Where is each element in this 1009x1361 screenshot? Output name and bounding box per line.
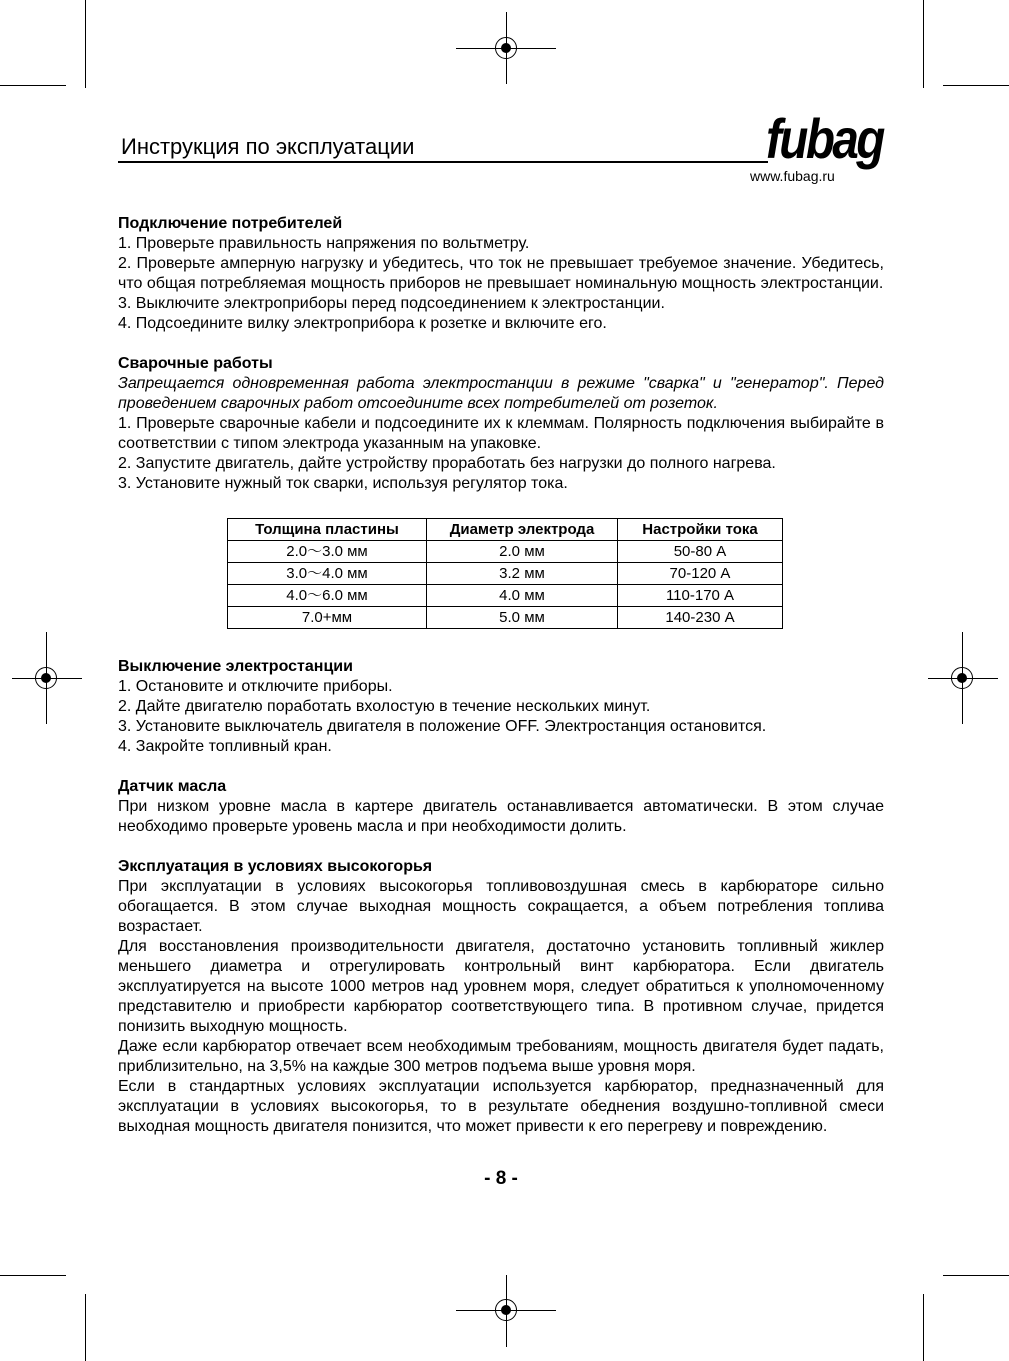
section-heading: Подключение потребителей xyxy=(118,215,343,232)
crop-mark xyxy=(85,0,86,88)
paragraph: 2. Запустите двигатель, дайте устройству проработать без нагрузки до полного нагрева. xyxy=(118,455,776,472)
section-welding xyxy=(118,354,884,494)
crop-mark xyxy=(0,85,66,86)
paragraph: При низком уровне масла в картере двигатель останавливается автоматически. В этом случае необходимо проверьте уровень масла и при необходимости долить. xyxy=(118,798,884,835)
section-heading: Датчик масла xyxy=(118,778,227,795)
paragraph: 3. Установите нужный ток сварки, используя регулятор тока. xyxy=(118,475,568,492)
table-row xyxy=(228,585,783,607)
paragraph: 4. Подсоедините вилку электроприбора к розетке и включите его. xyxy=(118,315,607,332)
crop-mark xyxy=(923,0,924,88)
section-high-altitude xyxy=(118,857,884,1137)
registration-mark-icon xyxy=(35,667,57,689)
table-cell: 3.2 мм xyxy=(427,563,618,585)
crop-mark xyxy=(923,1294,924,1361)
table-cell: 2.0～3.0 мм xyxy=(228,541,427,563)
paragraph: 1. Проверьте правильность напряжения по вольтметру. xyxy=(118,235,530,252)
section-oil-sensor xyxy=(118,777,884,837)
header-divider xyxy=(118,161,768,163)
table-cell: 140-230 А xyxy=(618,607,783,629)
table-row xyxy=(228,607,783,629)
paragraph: 3. Установите выключатель двигателя в положение OFF. Электростанция остановится. xyxy=(118,718,767,735)
crop-mark xyxy=(0,1275,66,1276)
paragraph: 4. Закройте топливный кран. xyxy=(118,738,332,755)
section-shutdown xyxy=(118,657,884,757)
crop-mark xyxy=(85,1294,86,1361)
paragraph: 2. Дайте двигателю поработать вхолостую в течение нескольких минут. xyxy=(118,698,651,715)
section-heading: Выключение электростанции xyxy=(118,658,353,675)
table-cell: 7.0+мм xyxy=(228,607,427,629)
brand-logo: fubag xyxy=(766,107,883,170)
column-header: Настройки тока xyxy=(618,519,783,541)
paragraph: При эксплуатации в условиях высокогорья топливовоздушная смесь в карбюраторе сильно обогащается. В этом случае выходная мощность сокращается, а объем потребления топлива возрастает. xyxy=(118,878,884,935)
table-cell: 70-120 А xyxy=(618,563,783,585)
table-cell: 110-170 А xyxy=(618,585,783,607)
welding-settings-table xyxy=(227,518,783,629)
section-heading: Сварочные работы xyxy=(118,355,273,372)
content-column xyxy=(118,214,884,1191)
table-cell: 3.0～4.0 мм xyxy=(228,563,427,585)
paragraph: Для восстановления производительности двигателя, достаточно установить топливный жиклер меньшего диаметра и отрегулировать контрольный винт карбюратора. Если двигатель эксплуатируется на высоте 1000 метров над уровнем моря, следует обратиться к уполномоченному представителю и приобрести карбюратор соответствующего типа. В противном случае, придется понизить выходную мощность. xyxy=(118,938,884,1035)
paragraph: Даже если карбюратор отвечает всем необходимым требованиям, мощность двигателя будет падать, приблизительно, на 3,5% на каждые 300 метров подъема выше уровня моря. xyxy=(118,1038,884,1075)
paragraph: 1. Проверьте сварочные кабели и подсоедините их к клеммам. Полярность подключения выбирайте в соответствии с типом электрода указанным на упаковке. xyxy=(118,415,884,452)
warning-text: Запрещается одновременная работа электростанции в режиме "сварка" и "генератор". Перед проведением сварочных работ отсоедините всех потребителей от розеток. xyxy=(118,375,884,412)
section-connecting-consumers xyxy=(118,214,884,334)
website-url: www.fubag.ru xyxy=(750,168,835,184)
crop-mark xyxy=(943,1275,1009,1276)
table-cell: 5.0 мм xyxy=(427,607,618,629)
paragraph: 1. Остановите и отключите приборы. xyxy=(118,678,393,695)
table-cell: 2.0 мм xyxy=(427,541,618,563)
table-cell: 4.0 мм xyxy=(427,585,618,607)
registration-mark-icon xyxy=(951,667,973,689)
table-row xyxy=(228,563,783,585)
section-heading: Эксплуатация в условиях высокогорья xyxy=(118,858,433,875)
registration-mark-icon xyxy=(495,37,517,59)
column-header: Толщина пластины xyxy=(228,519,427,541)
table-cell: 4.0～6.0 мм xyxy=(228,585,427,607)
paragraph: 3. Выключите электроприборы перед подсоединением к электростанции. xyxy=(118,295,665,312)
table-row xyxy=(228,541,783,563)
paragraph: Если в стандартных условиях эксплуатации используется карбюратор, предназначенный для эксплуатации в условиях высокогорья, то в результате обеднения воздушно-топливной смеси выходная мощность двигателя понизится, что может привести к его перегреву и повреждению. xyxy=(118,1078,884,1135)
table-cell: 50-80 А xyxy=(618,541,783,563)
table-header-row xyxy=(228,519,783,541)
document-title: Инструкция по эксплуатации xyxy=(121,134,415,159)
registration-mark-icon xyxy=(495,1299,517,1321)
paragraph: 2. Проверьте амперную нагрузку и убедитесь, что ток не превышает требуемое значение. Убедитесь, что общая потребляемая мощность приборов не превышает номинальную мощность электростанции. xyxy=(118,255,884,292)
page-number: - 8 - xyxy=(484,1168,518,1189)
column-header: Диаметр электрода xyxy=(427,519,618,541)
crop-mark xyxy=(943,85,1009,86)
